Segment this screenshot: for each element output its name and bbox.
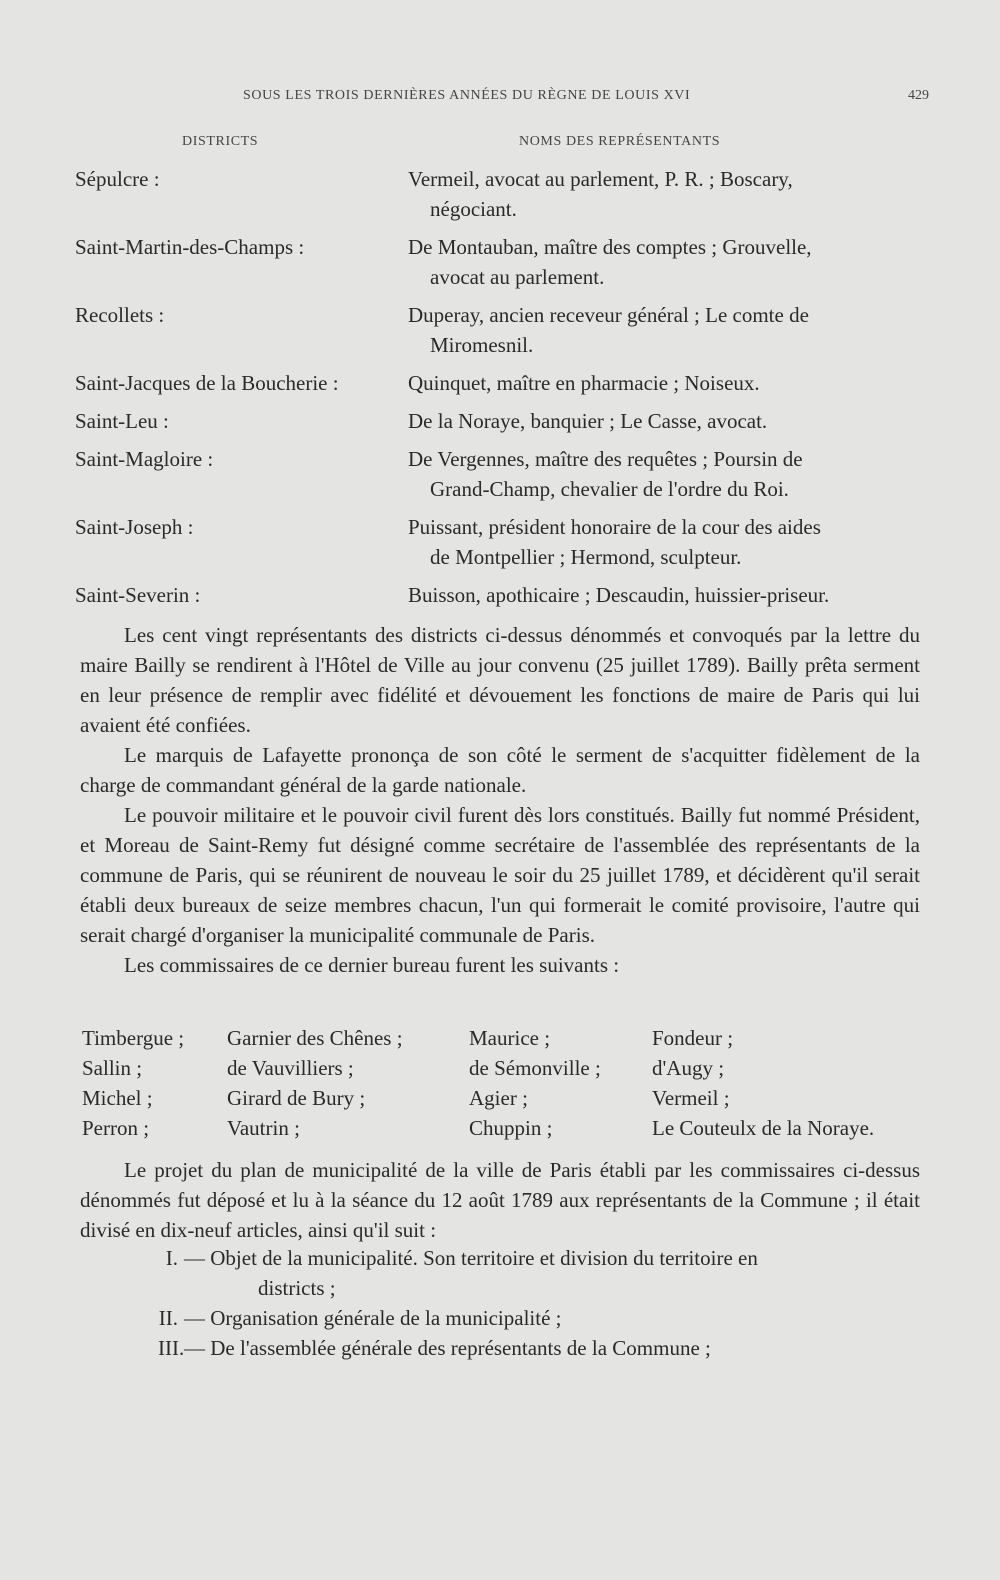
list-row [82, 1113, 922, 1143]
list-item: de Sémonville ; [469, 1056, 601, 1080]
article-continuation: districts ; [258, 1276, 336, 1300]
district-name: Saint-Jacques de la Boucherie : [75, 371, 339, 395]
article-text: — De l'assemblée générale des représentants de la Commune ; [184, 1336, 711, 1360]
district-name: Saint-Martin-des-Champs : [75, 235, 305, 259]
paragraph: Les cent vingt représentants des districts ci-dessus dénommés et convoqués par la lettre du maire Bailly se rendirent à l'Hôtel de Ville au jour convenu (25 juillet 1789). Bailly prêta serment en leur présence de remplir avec fidélité et dévouement les fonctions de maire de Paris qui lui avaient été confiées. [80, 623, 920, 737]
list-item: Le Couteulx de la Noraye. [652, 1116, 875, 1140]
district-name: Sépulcre : [75, 167, 160, 191]
table-row [75, 164, 935, 224]
table-row [75, 368, 935, 398]
article-number: I. [165, 1246, 178, 1270]
paragraph: Le marquis de Lafayette prononça de son côté le serment de s'acquitter fidèlement de la charge de commandant général de la garde nationale. [80, 743, 920, 797]
articles-list [158, 1243, 923, 1363]
district-name: Saint-Severin : [75, 583, 201, 607]
paragraph: Le projet du plan de municipalité de la ville de Paris établi par les commissaires ci-dessus dénommés fut déposé et lu à la séance du 12 août 1789 aux représentants de la Commune ; il était divisé en dix-neuf articles, ainsi qu'il suit : [80, 1158, 920, 1242]
names-line: De la Noraye, banquier ; Le Casse, avocat. [408, 409, 768, 433]
list-item: Agier ; [469, 1086, 528, 1110]
names-line: Buisson, apothicaire ; Descaudin, huissier-priseur. [408, 583, 830, 607]
table-row [75, 406, 935, 436]
table-row [75, 300, 935, 360]
article-number: II. [158, 1306, 178, 1330]
list-item: de Vauvilliers ; [227, 1056, 354, 1080]
body-text [80, 620, 920, 980]
list-item: Vermeil ; [652, 1086, 730, 1110]
representative-names [408, 444, 918, 504]
names-line: Puissant, président honoraire de la cour des aides [408, 515, 821, 539]
body-text-continued [80, 1155, 920, 1245]
running-title: SOUS LES TROIS DERNIÈRES ANNÉES DU RÈGNE DE LOUIS XVI [243, 88, 691, 103]
representatives-table [75, 164, 935, 618]
table-row [75, 232, 935, 292]
table-row [75, 580, 935, 610]
table-row [75, 512, 935, 572]
paragraph: Les commissaires de ce dernier bureau furent les suivants : [124, 953, 620, 977]
names-continuation: Grand-Champ, chevalier de l'ordre du Roi. [430, 477, 789, 501]
names-continuation: Miromesnil. [430, 333, 534, 357]
list-item [158, 1333, 923, 1363]
list-item: Michel ; [82, 1086, 153, 1110]
list-item [158, 1243, 923, 1303]
names-line: Vermeil, avocat au parlement, P. R. ; Boscary, [408, 167, 793, 191]
list-row [82, 1053, 922, 1083]
names-line: De Vergennes, maître des requêtes ; Poursin de [408, 447, 803, 471]
list-item: Sallin ; [82, 1056, 143, 1080]
list-item: Perron ; [82, 1116, 150, 1140]
column-header-districts: DISTRICTS [182, 134, 259, 149]
list-row [82, 1023, 922, 1053]
representative-names [408, 406, 918, 436]
district-name: Saint-Magloire : [75, 447, 214, 471]
article-text: — Organisation générale de la municipalité ; [184, 1306, 562, 1330]
representative-names [408, 368, 918, 398]
running-head [0, 88, 1000, 110]
district-name: Recollets : [75, 303, 165, 327]
district-name: Saint-Leu : [75, 409, 169, 433]
article-number: III. [158, 1336, 185, 1360]
list-item: Girard de Bury ; [227, 1086, 366, 1110]
names-line: De Montauban, maître des comptes ; Grouvelle, [408, 235, 812, 259]
list-item: Chuppin ; [469, 1116, 553, 1140]
list-row [82, 1083, 922, 1113]
list-item [158, 1303, 923, 1333]
list-item: Timbergue ; [82, 1026, 185, 1050]
commissaires-list [82, 1023, 922, 1143]
column-header-representatives: NOMS DES REPRÉSENTANTS [519, 134, 721, 149]
names-continuation: avocat au parlement. [430, 265, 605, 289]
district-name: Saint-Joseph : [75, 515, 194, 539]
page-number: 429 [908, 88, 929, 103]
list-item: Maurice ; [469, 1026, 551, 1050]
list-item: Fondeur ; [652, 1026, 734, 1050]
representative-names [408, 232, 918, 292]
article-text: — Objet de la municipalité. Son territoire et division du territoire en [184, 1246, 758, 1270]
list-item: d'Augy ; [652, 1056, 725, 1080]
names-line: Quinquet, maître en pharmacie ; Noiseux. [408, 371, 760, 395]
names-continuation: négociant. [430, 197, 517, 221]
paragraph: Le pouvoir militaire et le pouvoir civil furent dès lors constitués. Bailly fut nommé Président, et Moreau de Saint-Remy fut désigné comme secrétaire de l'assemblée des représentants de la commune de Paris, qui se réunirent de nouveau le soir du 25 juillet 1789, et décidèrent qu'il serait établi deux bureaux de seize membres chacun, l'un qui formerait le comité provisoire, l'autre qui serait chargé d'organiser la municipalité communale de Paris. [80, 803, 920, 947]
representative-names [408, 164, 918, 224]
list-item: Vautrin ; [227, 1116, 300, 1140]
names-line: Duperay, ancien receveur général ; Le comte de [408, 303, 809, 327]
representative-names [408, 580, 918, 610]
representative-names [408, 512, 918, 572]
list-item: Garnier des Chênes ; [227, 1026, 403, 1050]
names-continuation: de Montpellier ; Hermond, sculpteur. [430, 545, 742, 569]
table-row [75, 444, 935, 504]
representative-names [408, 300, 918, 360]
